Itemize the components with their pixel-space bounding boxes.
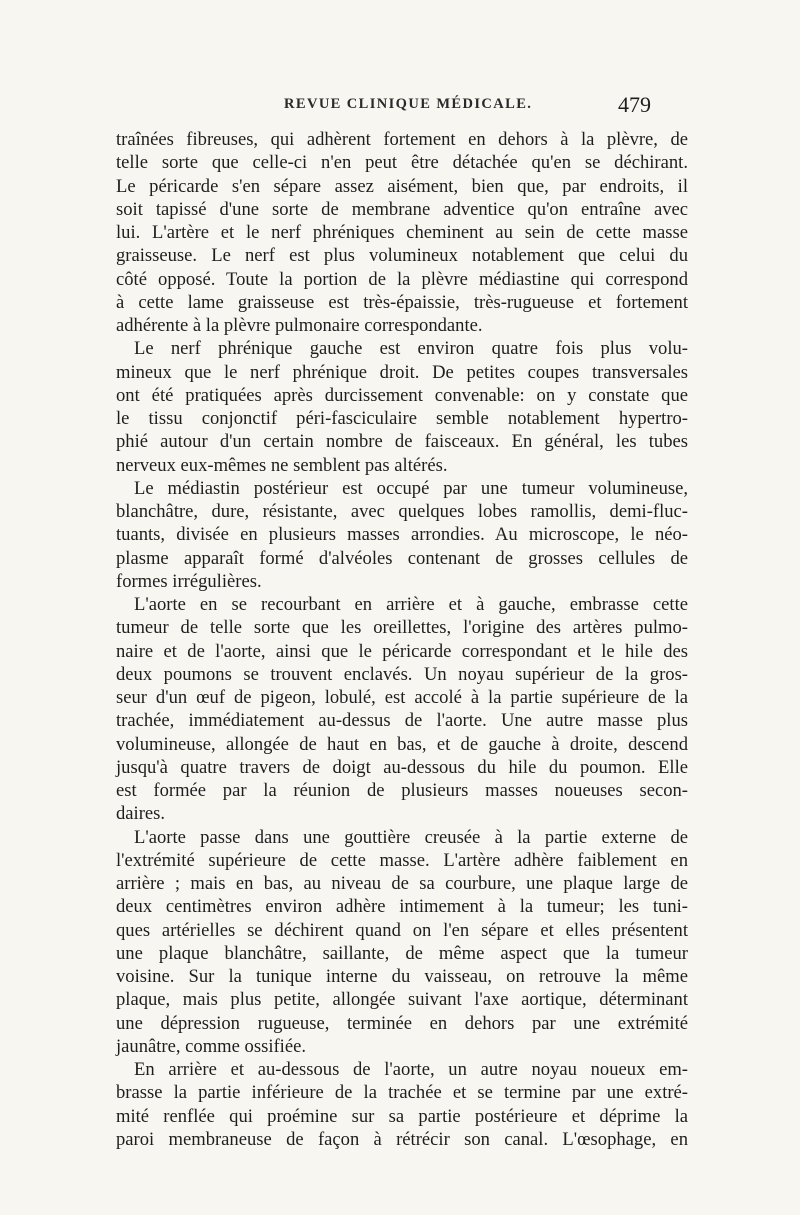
text-line: arrière ; mais en bas, au niveau de sa courbure, une plaque large de [116, 873, 688, 894]
running-head [0, 92, 800, 122]
text-line: côté opposé. Toute la portion de la plèvre médiastine qui correspond [116, 268, 688, 290]
text-line: plasme apparaît formé d'alvéoles contenant de grosses cellules de [116, 547, 688, 569]
text-line: graisseuse. Le nerf est plus volumineux notablement que celui du [116, 245, 688, 267]
text-line: Le nerf phrénique gauche est environ quatre fois plus volu- [134, 338, 688, 360]
text-line: jusqu'à quatre travers de doigt au-dessous du hile du poumon. Elle [116, 756, 688, 778]
text-line: naire et de l'aorte, ainsi que le péricarde correspondant et le hile des [116, 640, 688, 662]
text-line: seur d'un œuf de pigeon, lobulé, est accolé à la partie supérieure de la [116, 687, 688, 708]
text-line: est formée par la réunion de plusieurs masses noueuses secon- [116, 780, 688, 801]
text-line: volumineuse, allongée de haut en bas, et de gauche à droite, descend [116, 733, 688, 755]
text-line: phié autour d'un certain nombre de faisceaux. En général, les tubes [116, 431, 688, 453]
text-line: mité renflée qui proémine sur sa partie postérieure et déprime la [116, 1105, 688, 1127]
text-line: à cette lame graisseuse est très-épaissie, très-rugueuse et fortement [116, 291, 688, 313]
text-line: nerveux eux-mêmes ne semblent pas altérés. [116, 454, 448, 476]
text-line: trachée, immédiatement au-dessus de l'aorte. Une autre masse plus [116, 710, 688, 732]
text-line: plaque, mais plus petite, allongée suivant l'axe aortique, déterminant [116, 989, 688, 1011]
text-line: ont été pratiquées après durcissement convenable: on y constate que [116, 384, 688, 406]
text-line: En arrière et au-dessous de l'aorte, un autre noyau noueux em- [134, 1059, 688, 1080]
text-line: ques artérielles se déchirent quand on l'en sépare et elles présentent [116, 919, 688, 941]
text-line: l'extrémité supérieure de cette masse. L'artère adhère faiblement en [116, 849, 688, 871]
text-line: formes irrégulières. [116, 570, 262, 592]
text-line: tuants, divisée en plusieurs masses arrondies. Au microscope, le néo- [116, 524, 688, 546]
text-line: paroi membraneuse de façon à rétrécir son canal. L'œsophage, en [116, 1128, 688, 1150]
text-line: jaunâtre, comme ossifiée. [116, 1035, 306, 1057]
text-line: deux poumons se trouvent enclavés. Un noyau supérieur de la gros- [116, 663, 688, 685]
text-line: telle sorte que celle-ci n'en peut être détachée qu'en se déchirant. [116, 152, 688, 174]
running-title: REVUE CLINIQUE MÉDICALE. [284, 96, 533, 112]
text-line: une plaque blanchâtre, saillante, de même aspect que la tumeur [116, 942, 688, 964]
text-line: voisine. Sur la tunique interne du vaisseau, on retrouve la même [116, 966, 688, 987]
text-line: daires. [116, 803, 166, 825]
text-line: lui. L'artère et le nerf phréniques cheminent au sein de cette masse [116, 222, 688, 243]
text-line: L'aorte passe dans une gouttière creusée à la partie externe de [134, 826, 688, 848]
text-line: adhérente à la plèvre pulmonaire correspondante. [116, 315, 483, 336]
text-line: L'aorte en se recourbant en arrière et à gauche, embrasse cette [134, 594, 688, 615]
text-line: tumeur de telle sorte que les oreillettes, l'origine des artères pulmo- [116, 617, 688, 639]
text-line: Le médiastin postérieur est occupé par une tumeur volumineuse, [134, 477, 688, 499]
text-line: le tissu conjonctif péri-fasciculaire semble notablement hypertro- [116, 408, 688, 429]
text-line: deux centimètres environ adhère intimement à la tumeur; les tuni- [116, 896, 688, 918]
page-number: 479 [618, 92, 651, 117]
text-line: mineux que le nerf phrénique droit. De petites coupes transversales [116, 361, 688, 383]
text-line: soit tapissé d'une sorte de membrane adventice qu'on entraîne avec [116, 198, 688, 220]
body-text [116, 128, 688, 1151]
text-line: traînées fibreuses, qui adhèrent fortement en dehors à la plèvre, de [116, 129, 688, 150]
text-line: une dépression rugueuse, terminée en dehors par une extrémité [116, 1012, 688, 1034]
text-line: blanchâtre, dure, résistante, avec quelques lobes ramollis, demi-fluc- [116, 501, 688, 522]
text-line: brasse la partie inférieure de la trachée et se termine par une extré- [116, 1082, 688, 1104]
text-line: Le péricarde s'en sépare assez aisément, bien que, par endroits, il [116, 175, 688, 197]
